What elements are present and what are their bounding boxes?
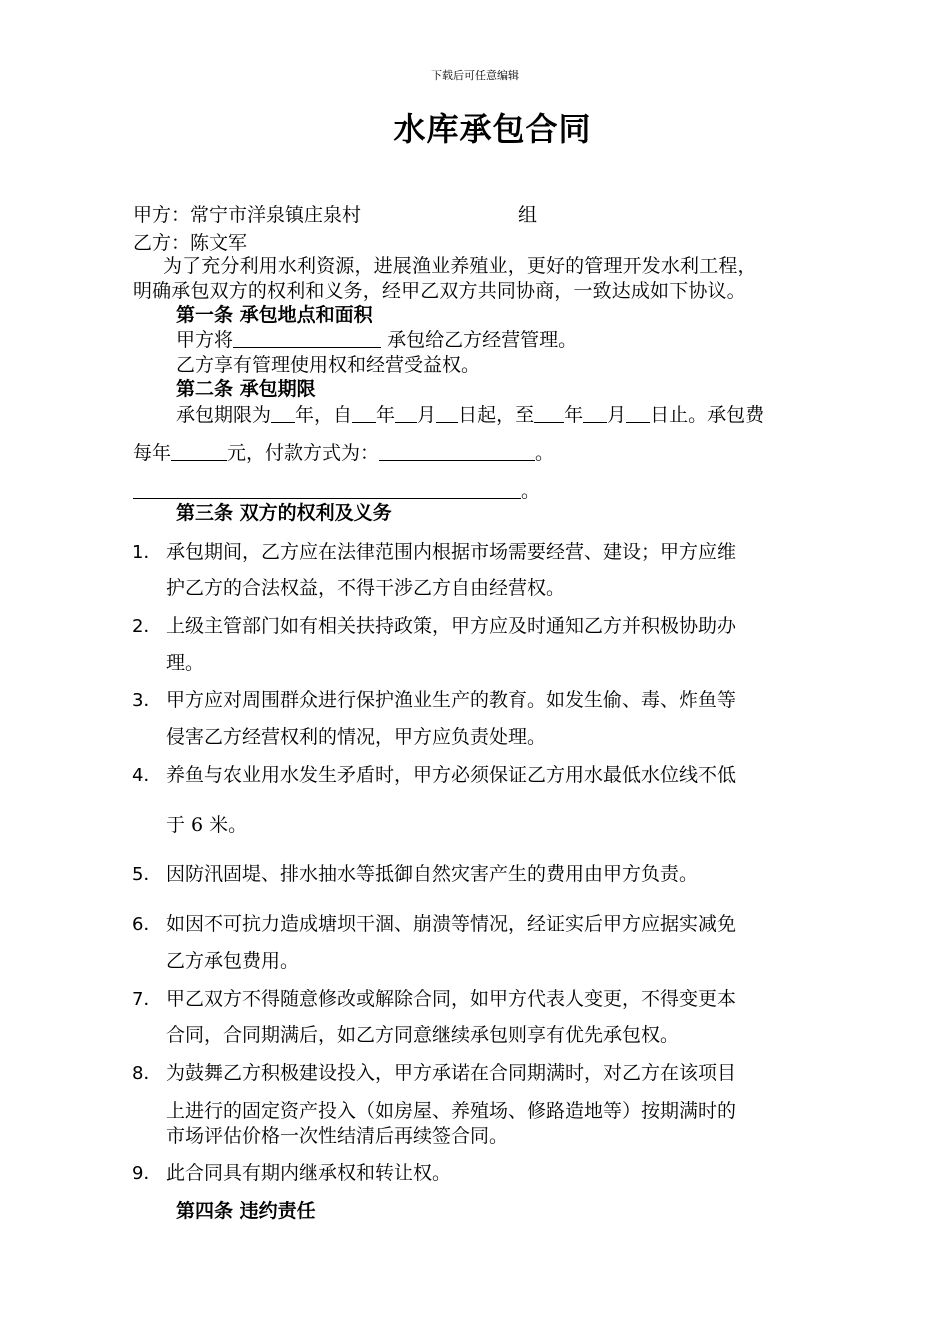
article-1-suffix: 承包给乙方经营管理。: [387, 329, 578, 351]
article-1-prefix: 甲方将: [176, 329, 234, 351]
term-text-5: 日起，至: [458, 404, 535, 426]
article-1-title: 第一条 承包地点和面积: [176, 304, 373, 326]
fee-text-4: 。: [521, 480, 541, 502]
end-month-blank: [583, 404, 607, 423]
list-item-line: 上进行的固定资产投入（如房屋、养殖场、修路造地等）按期满时的: [166, 1100, 737, 1122]
article-2-line-2: [133, 438, 554, 465]
list-item-line: 侵害乙方经营权利的情况，甲方应负责处理。: [166, 726, 547, 748]
payment-method-blank: [379, 442, 535, 461]
party-a-value: 常宁市洋泉镇庄泉村: [190, 204, 362, 226]
list-item-number: 1．: [132, 542, 162, 563]
party-a-label: 甲方：: [133, 204, 191, 226]
list-item-line: 护乙方的合法权益，不得干涉乙方自由经营权。: [166, 577, 566, 599]
list-item-line: 如因不可抗力造成塘坝干涸、崩溃等情况，经证实后甲方应据实减免: [166, 913, 737, 935]
annual-fee-blank: [171, 442, 227, 461]
list-item-number: 7．: [132, 989, 162, 1010]
list-item-number: 8．: [132, 1063, 162, 1084]
list-item-line: 为鼓舞乙方积极建设投入，甲方承诺在合同期满时，对乙方在该项目: [166, 1062, 737, 1084]
fee-text-3: 。: [535, 442, 555, 464]
article-2-title: 第二条 承包期限: [176, 378, 316, 400]
list-item-number: 9．: [132, 1163, 162, 1184]
term-text-3: 年: [376, 404, 396, 426]
list-item-number: 6．: [132, 914, 162, 935]
list-item-line: 上级主管部门如有相关扶持政策，甲方应及时通知乙方并积极协助办: [166, 615, 737, 637]
start-month-blank: [395, 404, 417, 423]
list-item-line: 养鱼与农业用水发生矛盾时，甲方必须保证乙方用水最低水位线不低: [166, 764, 737, 786]
fee-text-2: 元，付款方式为：: [227, 442, 380, 464]
end-day-blank: [626, 404, 650, 423]
term-text-1: 承包期限为: [176, 404, 272, 426]
party-a-line: [133, 200, 361, 227]
list-item-line: 甲乙双方不得随意修改或解除合同，如甲方代表人变更，不得变更本: [166, 988, 737, 1010]
term-text-4: 月: [417, 404, 437, 426]
term-years-blank: [271, 404, 295, 423]
list-item-line: 于 6 米。: [166, 814, 248, 836]
list-item-line: 乙方承包费用。: [166, 950, 300, 972]
list-item-line: 合同，合同期满后，如乙方同意继续承包则享有优先承包权。: [166, 1024, 680, 1046]
article-1-line-1: [176, 325, 577, 352]
party-a-suffix: 组: [518, 204, 538, 226]
list-item-number: 2．: [132, 616, 162, 637]
payment-method-continued-blank: [133, 480, 521, 499]
party-b-label: 乙方：: [133, 232, 191, 254]
list-item-line: 因防汛固堤、排水抽水等抵御自然灾害产生的费用由甲方负责。: [166, 863, 699, 885]
list-item-line: 此合同具有期内继承权和转让权。: [166, 1162, 452, 1184]
article-3-title: 第三条 双方的权利及义务: [176, 502, 392, 524]
term-text-2: 年，自: [295, 404, 353, 426]
term-text-7: 月: [607, 404, 627, 426]
article-1-line-2: 乙方享有管理使用权和经营受益权。: [176, 354, 481, 376]
list-item-line: 市场评估价格一次性结清后再续签合同。: [166, 1125, 509, 1147]
article-2-line-1: [176, 400, 764, 427]
article-4-title: 第四条 违约责任: [176, 1200, 316, 1222]
fee-text-1: 每年: [133, 442, 172, 464]
start-day-blank: [436, 404, 458, 423]
document-title: 水库承包合同: [393, 110, 592, 148]
list-item-number: 5．: [132, 864, 162, 885]
end-year-blank: [534, 404, 564, 423]
list-item-number: 3．: [132, 690, 162, 711]
location-blank: [233, 329, 381, 348]
list-item-line: 甲方应对周围群众进行保护渔业生产的教育。如发生偷、毒、炸鱼等: [166, 689, 737, 711]
list-item-line: 理。: [166, 652, 205, 674]
preamble-line-1: 为了充分利用水利资源，进展渔业养殖业，更好的管理开发水利工程，: [163, 255, 757, 277]
list-item-number: 4．: [132, 765, 162, 786]
start-year-blank: [352, 404, 376, 423]
list-item-line: 承包期间，乙方应在法律范围内根据市场需要经营、建设；甲方应维: [166, 541, 737, 563]
term-text-6: 年: [564, 404, 584, 426]
header-note: 下载后可任意编辑: [431, 69, 519, 82]
term-text-8: 日止。承包费: [650, 404, 765, 426]
party-b-value: 陈文军: [190, 232, 248, 254]
preamble-line-2: 明确承包双方的权利和义务，经甲乙双方共同协商，一致达成如下协议。: [133, 280, 746, 302]
